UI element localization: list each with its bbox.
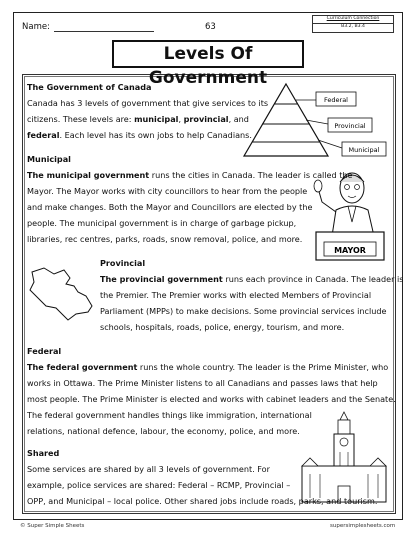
federal-bold-lead: The federal government: [27, 362, 138, 372]
federal-line-1-rest: runs the whole country. The leader is the Prime Minister, who: [137, 362, 389, 372]
name-field: [22, 22, 154, 32]
federal-text-line-2: works in Ottawa. The Prime Minister listens to all Canadians and passes laws that help: [27, 378, 378, 388]
pyramid-label-federal: Federal: [324, 96, 348, 104]
page-number: 63: [205, 22, 216, 32]
municipal-text-line-1: [27, 168, 353, 184]
canada-bold-provincial: provincial: [183, 114, 229, 124]
page-title: Levels Of Government: [112, 40, 304, 68]
canada-text-each-level: . Each level has its own jobs to help Canadians.: [59, 130, 252, 140]
footer-copyright: © Super Simple Sheets: [20, 523, 85, 529]
curriculum-connection-box: [312, 15, 394, 33]
name-label: Name:: [22, 22, 50, 32]
section-heading-federal: Federal: [27, 346, 62, 356]
curriculum-title: Curriculum Connection: [313, 16, 393, 24]
shared-text-line-1: Some services are shared by all 3 levels of government. For: [27, 464, 270, 474]
municipal-line-1-rest: runs the cities in Canada. The leader is called the: [149, 170, 353, 180]
canada-text-line-2: [27, 112, 249, 128]
curriculum-codes: B3.2, B3.4: [341, 23, 365, 29]
ontario-map-illustration: [26, 262, 96, 324]
section-heading-municipal: Municipal: [27, 154, 71, 164]
canada-comma: ,: [178, 114, 184, 124]
canada-text-line-3: [27, 128, 252, 144]
canada-text-line-1: Canada has 3 levels of government that give services to its: [27, 98, 269, 108]
municipal-text-line-3: and make changes. Both the Mayor and Councillors are elected by the: [27, 202, 313, 212]
federal-text-line-3: most people. The Prime Minister is elected and works with cabinet leaders and the Senate.: [27, 394, 396, 404]
section-heading-shared: Shared: [27, 448, 60, 458]
shared-text-line-3: OPP, and Municipal – local police. Other shared jobs include roads, parks, and tourism.: [27, 496, 378, 506]
municipal-bold-lead: The municipal government: [27, 170, 150, 180]
federal-text-line-1: [27, 360, 388, 376]
canada-bold-federal: federal: [27, 130, 60, 140]
provincial-text-line-3: Parliament (MPPs) to make decisions. Some provincial services include: [100, 306, 387, 316]
section-heading-canada: The Government of Canada: [27, 82, 152, 92]
government-pyramid-diagram: [232, 80, 390, 162]
federal-text-line-4: The federal government handles things like immigration, international: [27, 410, 312, 420]
name-blank-line[interactable]: [54, 22, 154, 32]
provincial-text-line-4: schools, hospitals, roads, police, energy, tourism, and more.: [100, 322, 345, 332]
municipal-text-line-5: libraries, rec centres, parks, roads, snow removal, police, and more.: [27, 234, 303, 244]
provincial-bold-lead: The provincial government: [100, 274, 223, 284]
municipal-text-line-4: people. The municipal government is in charge of garbage pickup,: [27, 218, 297, 228]
federal-text-line-5: relations, national defence, labour, the economy, police, and more.: [27, 426, 300, 436]
provincial-line-1-rest: runs each province in Canada. The leader is: [222, 274, 404, 284]
pyramid-label-municipal: Municipal: [348, 146, 380, 154]
municipal-text-line-2: Mayor. The Mayor works with city councillors to hear from the people: [27, 186, 308, 196]
mayor-sign: MAYOR: [334, 246, 366, 255]
footer-website[interactable]: supersimplesheets.com: [330, 523, 396, 529]
canada-and: , and: [228, 114, 249, 124]
shared-text-line-2: example, police services are shared: Federal – RCMP, Provincial –: [27, 480, 291, 490]
section-heading-provincial: Provincial: [100, 258, 146, 268]
canada-bold-municipal: municipal: [134, 114, 179, 124]
provincial-text-line-1: [100, 272, 403, 288]
canada-text-levels-intro: citizens. These levels are:: [27, 114, 135, 124]
pyramid-label-provincial: Provincial: [334, 122, 366, 130]
provincial-text-line-2: the Premier. The Premier works with elected Members of Provincial: [100, 290, 372, 300]
